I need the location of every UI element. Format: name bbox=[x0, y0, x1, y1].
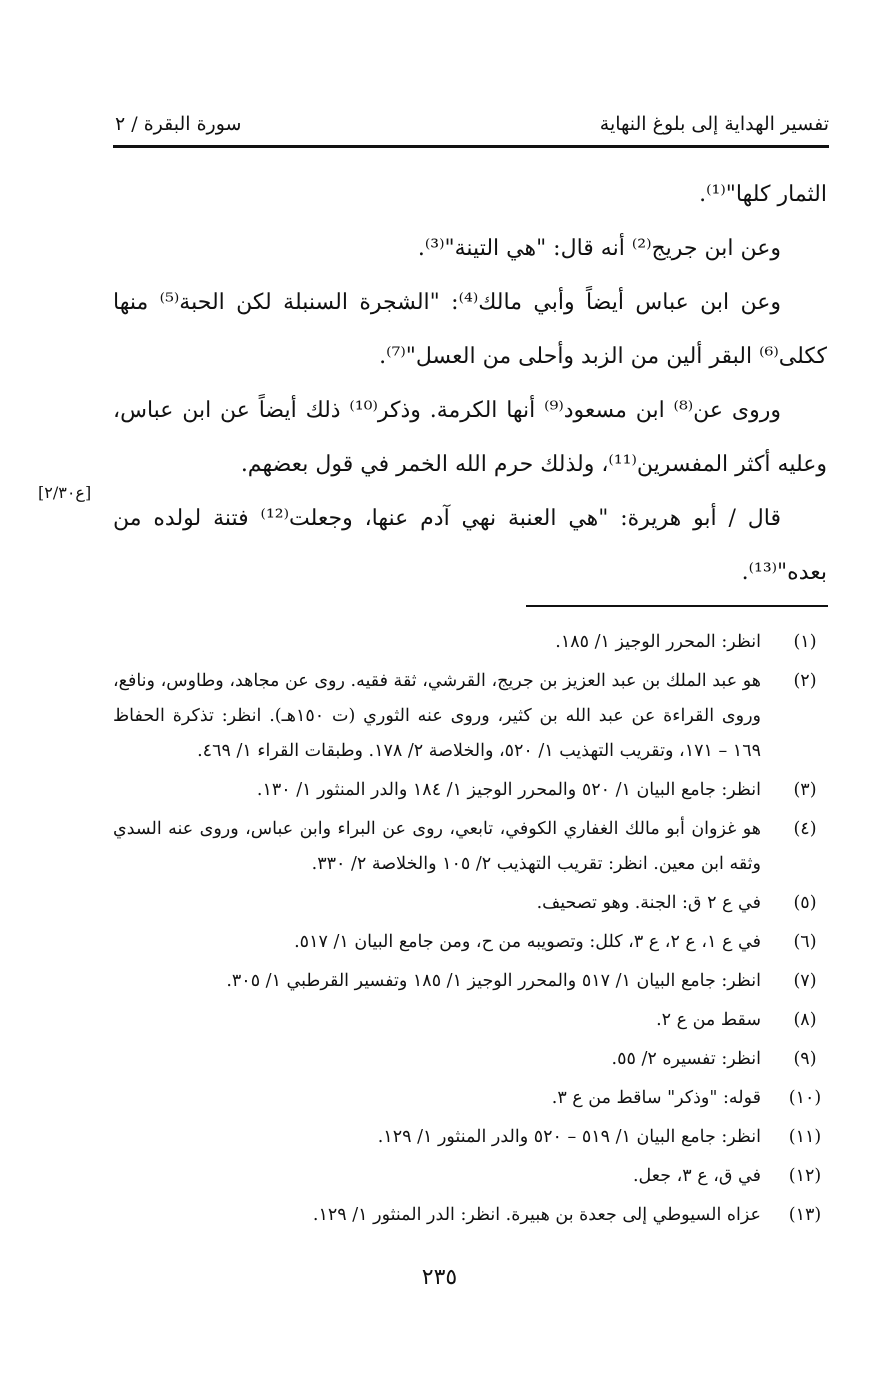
footnote-number: (١٠) bbox=[788, 1088, 822, 1108]
paragraph-1: الثمار كلها"⁽¹⁾. bbox=[699, 182, 827, 207]
main-text bbox=[113, 168, 827, 600]
footnote-text: عزاه السيوطي إلى جعدة بن هبيرة. انظر: الدر المنثور ١/ ١٢٩. bbox=[312, 1205, 761, 1225]
footnote bbox=[113, 1081, 827, 1116]
footnote-text: هو عبد الملك بن عبد العزيز بن جريج، القرشي، ثقة فقيه. روى عن مجاهد، وطاوس، ونافع، وروى القراءة عن عبد الله بن كثير، وروى عنه الثوري (ت ١٥٠هـ). انظر: تذكرة الحفاظ ١٦٩ – ١٧١، وتقريب التهذيب ١/ ٥٢٠، والخلاصة ٢/ ١٧٨. وطبقات القراء ١/ ٤٦٩. bbox=[113, 671, 761, 761]
footnote-number: (٥) bbox=[793, 893, 817, 913]
footnote-text: انظر: جامع البيان ١/ ٥٢٠ والمحرر الوجيز ١/ ١٨٤ والدر المنثور ١/ ١٣٠. bbox=[256, 780, 761, 800]
paragraph-2: وعن ابن جريج⁽²⁾ أنه قال: "هي التينة"⁽³⁾. bbox=[417, 236, 781, 261]
footnote-number: (٢) bbox=[793, 671, 817, 691]
footnote-text: انظر: جامع البيان ١/ ٥١٩ – ٥٢٠ والدر المنثور ١/ ١٢٩. bbox=[377, 1127, 761, 1147]
footnote bbox=[113, 1042, 827, 1077]
footnote-number: (٣) bbox=[793, 780, 817, 800]
footnote-text: في ع ٢ ق: الجنة. وهو تصحيف. bbox=[536, 893, 761, 913]
header-rule bbox=[113, 145, 829, 148]
footnote-number: (٤) bbox=[793, 819, 817, 839]
footnote-text: قوله: "وذكر" ساقط من ع ٣. bbox=[551, 1088, 761, 1108]
footnote bbox=[113, 1198, 827, 1233]
running-header-book-title: تفسير الهداية إلى بلوغ النهاية bbox=[599, 113, 829, 135]
footnote-text: انظر: المحرر الوجيز ١/ ١٨٥. bbox=[555, 632, 761, 652]
footnote bbox=[113, 886, 827, 921]
footnote-rule bbox=[526, 605, 828, 607]
paragraph-4: وروى عن⁽⁸⁾ ابن مسعود⁽⁹⁾ أنها الكرمة. وذكر⁽¹⁰⁾ ذلك أيضاً عن ابن عباس، وعليه أكثر المفسرين⁽¹¹⁾، ولذلك حرم الله الخمر في قول بعضهم. bbox=[113, 398, 827, 477]
page-number: ٢٣٥ bbox=[421, 1265, 458, 1290]
footnote bbox=[113, 925, 827, 960]
footnote-number: (١) bbox=[793, 632, 817, 652]
footnote-number: (٩) bbox=[793, 1049, 817, 1069]
footnote bbox=[113, 773, 827, 808]
footnotes bbox=[113, 625, 827, 1237]
paragraph-5: قال / أبو هريرة: "هي العنبة نهي آدم عنها، وجعلت⁽¹²⁾ فتنة لولده من بعده"⁽¹³⁾. bbox=[113, 506, 827, 585]
footnote-text: في ق، ع ٣، جعل. bbox=[632, 1166, 761, 1186]
footnote-number: (١٢) bbox=[788, 1166, 822, 1186]
footnote bbox=[113, 1159, 827, 1194]
running-header-surah: سورة البقرة / ٢ bbox=[115, 113, 242, 135]
manuscript-folio-marker: [ع٢/٣٠] bbox=[38, 483, 92, 502]
footnote-text: هو غزوان أبو مالك الغفاري الكوفي، تابعي، روى عن البراء وابن عباس، وروى عنه السدي وثقه ابن معين. انظر: تقريب التهذيب ٢/ ١٠٥ والخلاصة ٢/ ٣٣٠. bbox=[113, 819, 761, 874]
footnote bbox=[113, 964, 827, 999]
paragraph-3: وعن ابن عباس أيضاً وأبي مالك⁽⁴⁾: "الشجرة السنبلة لكن الحبة⁽⁵⁾ منها ككلى⁽⁶⁾ البقر ألين من الزبد وأحلى من العسل"⁽⁷⁾. bbox=[113, 290, 827, 369]
footnote bbox=[113, 1120, 827, 1155]
footnote-number: (١١) bbox=[788, 1127, 822, 1147]
footnote bbox=[113, 1003, 827, 1038]
footnote bbox=[113, 812, 827, 882]
footnote bbox=[113, 664, 827, 769]
footnote-text: انظر: جامع البيان ١/ ٥١٧ والمحرر الوجيز ١/ ١٨٥ وتفسير القرطبي ١/ ٣٠٥. bbox=[226, 971, 761, 991]
footnote bbox=[113, 625, 827, 660]
footnote-number: (٧) bbox=[793, 971, 817, 991]
footnote-text: انظر: تفسيره ٢/ ٥٥. bbox=[611, 1049, 761, 1069]
footnote-text: سقط من ع ٢. bbox=[656, 1010, 761, 1030]
footnote-number: (٨) bbox=[793, 1010, 817, 1030]
footnote-number: (١٣) bbox=[788, 1205, 822, 1225]
footnote-text: في ع ١، ع ٢، ع ٣، كلل: وتصويبه من ح، ومن جامع البيان ١/ ٥١٧. bbox=[294, 932, 761, 952]
footnote-number: (٦) bbox=[793, 932, 817, 952]
